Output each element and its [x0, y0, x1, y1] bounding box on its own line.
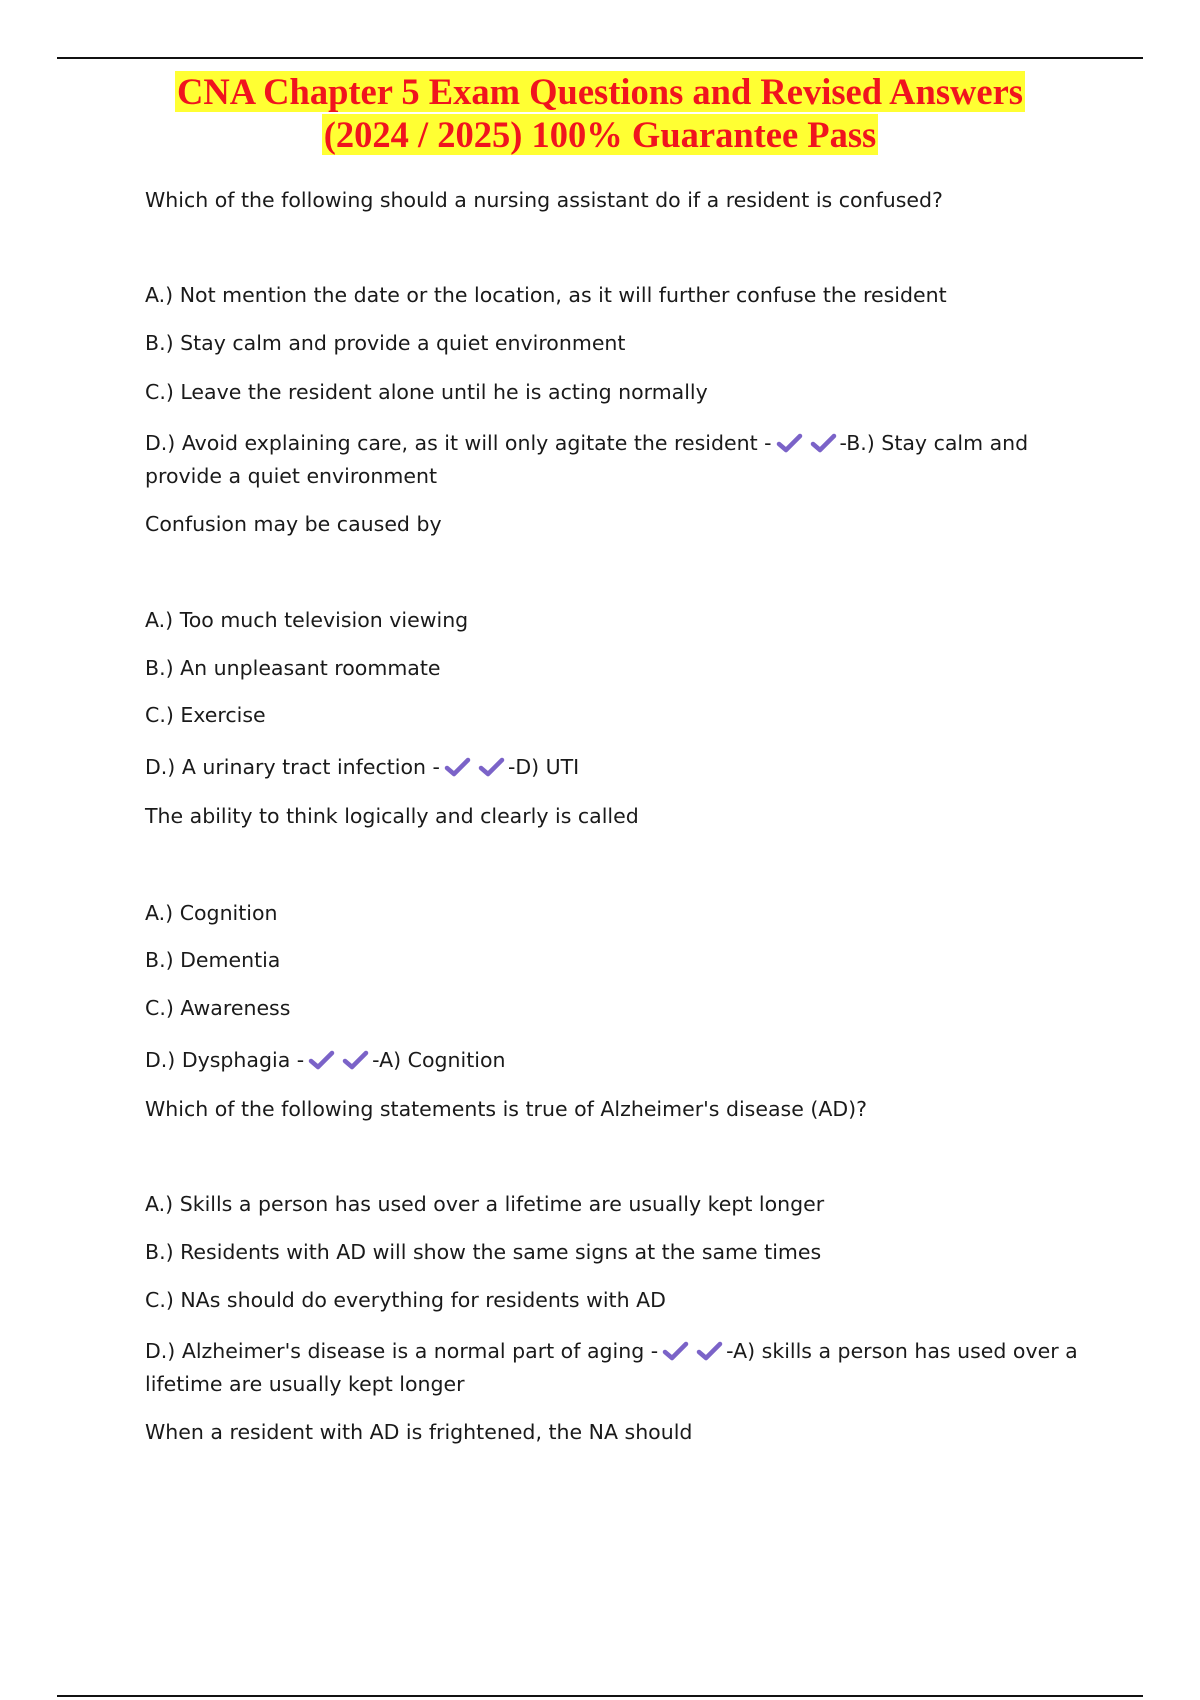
- answer-option: A.) Not mention the date or the location, as it will further confuse the resident: [145, 283, 947, 307]
- answer-option-with-key: [145, 751, 1085, 784]
- answer-option: B.) An unpleasant roommate: [145, 656, 441, 680]
- answer-option: C.) NAs should do everything for residents with AD: [145, 1288, 666, 1312]
- answer-option: D.) Avoid explaining care, as it will only agitate the resident -: [145, 431, 772, 455]
- question-text: Which of the following statements is true of Alzheimer's disease (AD)?: [145, 1097, 868, 1121]
- top-rule: [57, 57, 1143, 59]
- correct-answer: -A) Cognition: [372, 1048, 506, 1072]
- answer-option-with-key: [145, 1044, 1085, 1077]
- answer-option: A.) Cognition: [145, 901, 278, 925]
- answer-option: B.) Stay calm and provide a quiet environment: [145, 331, 626, 355]
- double-check-icon: [772, 427, 840, 460]
- correct-answer: -B.) Stay calm and provide a quiet environment: [145, 431, 1029, 488]
- question-text: When a resident with AD is frightened, the NA should: [145, 1420, 693, 1444]
- question-text: The ability to think logically and clearly is called: [145, 804, 639, 828]
- answer-option: A.) Skills a person has used over a lifetime are usually kept longer: [145, 1192, 825, 1216]
- title-line-1: CNA Chapter 5 Exam Questions and Revised Answers: [176, 71, 1023, 112]
- answer-option: A.) Too much television viewing: [145, 608, 469, 632]
- answer-option: D.) A urinary tract infection -: [145, 755, 440, 779]
- check-icon: [662, 1341, 689, 1361]
- bottom-rule: [57, 1695, 1143, 1697]
- check-icon: [776, 433, 803, 453]
- check-icon: [478, 757, 505, 777]
- double-check-icon: [658, 1335, 726, 1368]
- answer-option: B.) Residents with AD will show the same signs at the same times: [145, 1240, 822, 1264]
- question-text: Confusion may be caused by: [145, 512, 442, 536]
- check-icon: [696, 1341, 723, 1361]
- title-line-2: (2024 / 2025) 100% Guarantee Pass: [323, 114, 877, 155]
- answer-option: B.) Dementia: [145, 948, 281, 972]
- answer-option-with-key: [145, 427, 1085, 493]
- correct-answer: -D) UTI: [507, 755, 580, 779]
- check-icon: [810, 433, 837, 453]
- check-icon: [342, 1050, 369, 1070]
- answer-option: C.) Awareness: [145, 996, 291, 1020]
- check-icon: [308, 1050, 335, 1070]
- answer-option: C.) Leave the resident alone until he is acting normally: [145, 380, 708, 404]
- double-check-icon: [440, 751, 508, 784]
- answer-option-with-key: [145, 1335, 1085, 1401]
- double-check-icon: [304, 1044, 372, 1077]
- question-text: Which of the following should a nursing assistant do if a resident is confused?: [145, 188, 943, 212]
- check-icon: [444, 757, 471, 777]
- document-title: [0, 70, 1200, 156]
- answer-option: D.) Dysphagia -: [145, 1048, 305, 1072]
- answer-option: C.) Exercise: [145, 703, 266, 727]
- answer-option: D.) Alzheimer's disease is a normal part of aging -: [145, 1339, 659, 1363]
- correct-answer: -A) skills a person has used over a lifetime are usually kept longer: [145, 1339, 1078, 1396]
